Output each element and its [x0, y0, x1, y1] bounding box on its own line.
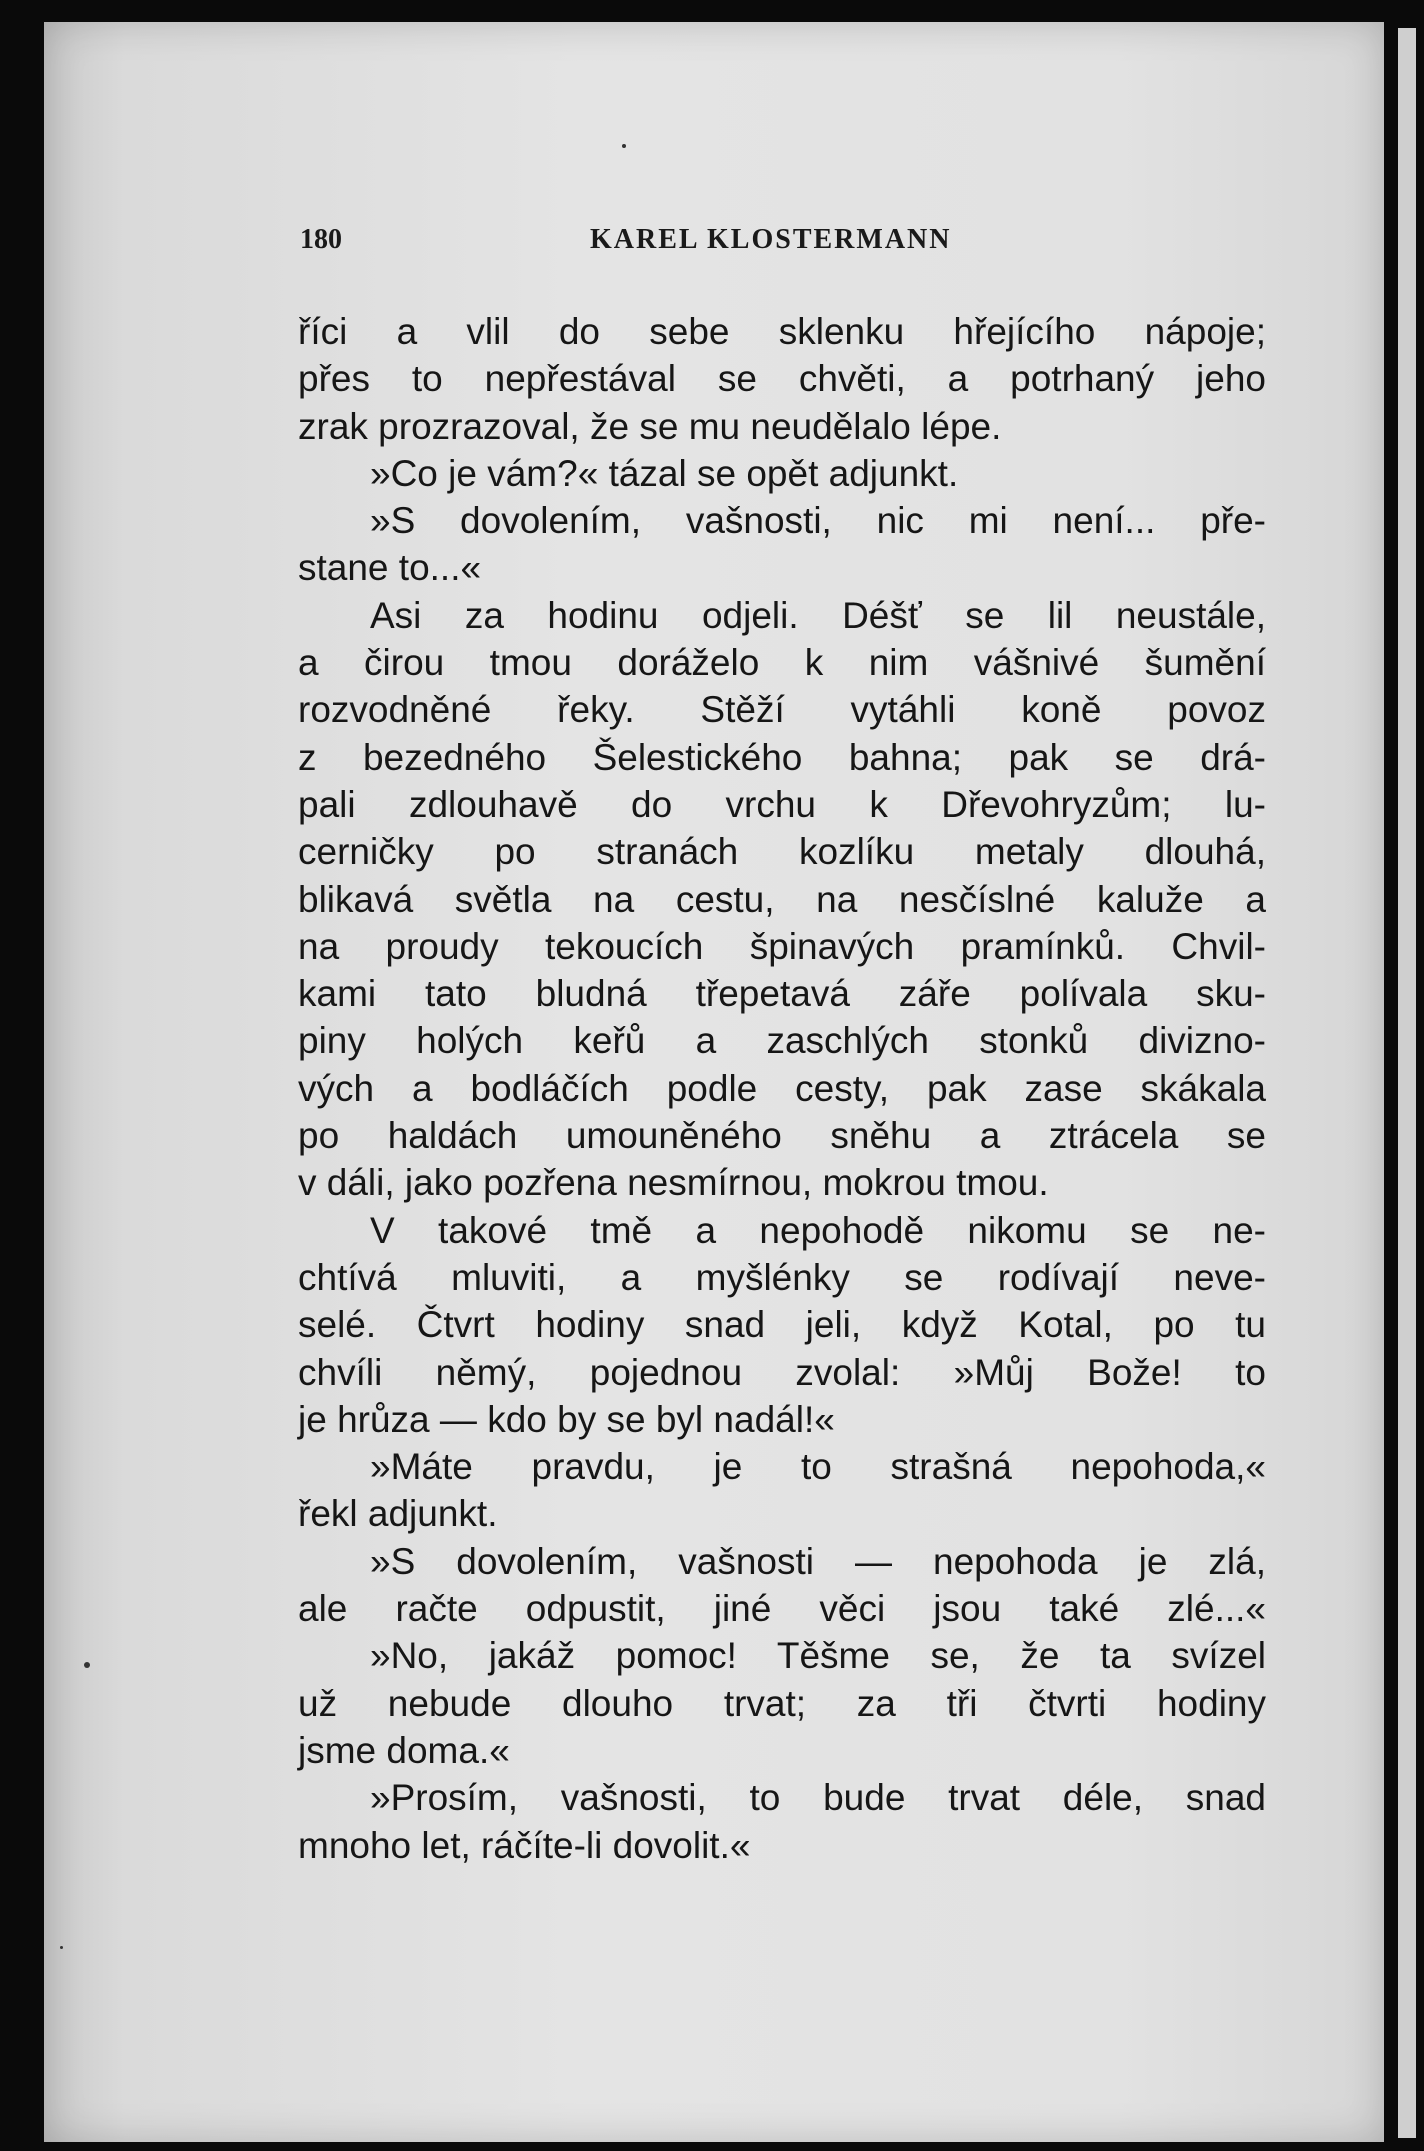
- text-line: selé. Čtvrt hodiny snad jeli, když Kotal, po tu: [298, 1304, 1266, 1346]
- text-line: řekl adjunkt.: [298, 1493, 498, 1535]
- text-line: po haldách umouněného sněhu a ztrácela se: [298, 1115, 1266, 1157]
- text-line: mnoho let, ráčíte-li dovolit.«: [298, 1824, 751, 1866]
- text-line: »No, jakáž pomoc! Těšme se, že ta svízel: [370, 1635, 1266, 1677]
- text-line: chvíli němý, pojednou zvolal: »Můj Bože! to: [298, 1351, 1266, 1393]
- scan-speck: [84, 1662, 90, 1668]
- text-line: vých a bodláčích podle cesty, pak zase skákala: [298, 1067, 1266, 1109]
- text-line: už nebude dlouho trvat; za tři čtvrti hodiny: [298, 1682, 1266, 1724]
- text-line: zrak prozrazoval, že se mu neudělalo lépe.: [298, 405, 1002, 447]
- text-line: kami tato bludná třepetavá záře polívala sku-: [298, 973, 1266, 1015]
- text-line: z bezedného Šelestického bahna; pak se drá-: [298, 736, 1266, 778]
- text-line: na proudy tekoucích špinavých pramínků. Chvil-: [298, 925, 1266, 967]
- running-head: KAREL KLOSTERMANN: [590, 224, 952, 255]
- text-line: »S dovolením, vašnosti — nepohoda je zlá,: [370, 1540, 1266, 1582]
- text-line: říci a vlil do sebe sklenku hřejícího nápoje;: [298, 311, 1266, 352]
- next-page-edge: [1398, 28, 1416, 2138]
- text-line: Asi za hodinu odjeli. Déšť se lil neustále,: [370, 594, 1266, 636]
- text-line: stane to...«: [298, 547, 482, 589]
- text-line: »Co je vám?« tázal se opět adjunkt.: [370, 452, 959, 494]
- scan-speck: [60, 1946, 63, 1949]
- page-header: [0, 224, 1424, 264]
- text-line: cerničky po stranách kozlíku metaly dlouhá,: [298, 831, 1266, 873]
- text-line: je hrůza — kdo by se byl nadál!«: [298, 1398, 835, 1440]
- text-line: rozvodněné řeky. Stěží vytáhli koně povoz: [298, 689, 1266, 731]
- text-line: »Máte pravdu, je to strašná nepohoda,«: [370, 1446, 1266, 1488]
- text-line: přes to nepřestával se chvěti, a potrhaný jeho: [298, 358, 1266, 400]
- text-line: piny holých keřů a zaschlých stonků divizno-: [298, 1020, 1266, 1062]
- scan-speck: [622, 144, 626, 148]
- text-line: jsme doma.«: [298, 1729, 510, 1771]
- text-line: chtívá mluviti, a myšlénky se rodívají neve-: [298, 1256, 1266, 1298]
- body-text: [298, 308, 1266, 1869]
- text-line: v dáli, jako pozřena nesmírnou, mokrou tmou.: [298, 1162, 1049, 1204]
- text-line: ale račte odpustit, jiné věci jsou také zlé...«: [298, 1588, 1266, 1630]
- page-number: 180: [300, 224, 342, 255]
- text-line: a čirou tmou doráželo k nim vášnivé šumění: [298, 642, 1266, 684]
- text-line: »Prosím, vašnosti, to bude trvat déle, snad: [370, 1777, 1266, 1819]
- text-line: V takové tmě a nepohodě nikomu se ne-: [370, 1209, 1266, 1251]
- text-line: pali zdlouhavě do vrchu k Dřevohryzům; lu-: [298, 783, 1266, 825]
- text-line: blikavá světla na cestu, na nesčíslné kaluže a: [298, 878, 1266, 920]
- text-line: »S dovolením, vašnosti, nic mi není... pře-: [370, 500, 1266, 542]
